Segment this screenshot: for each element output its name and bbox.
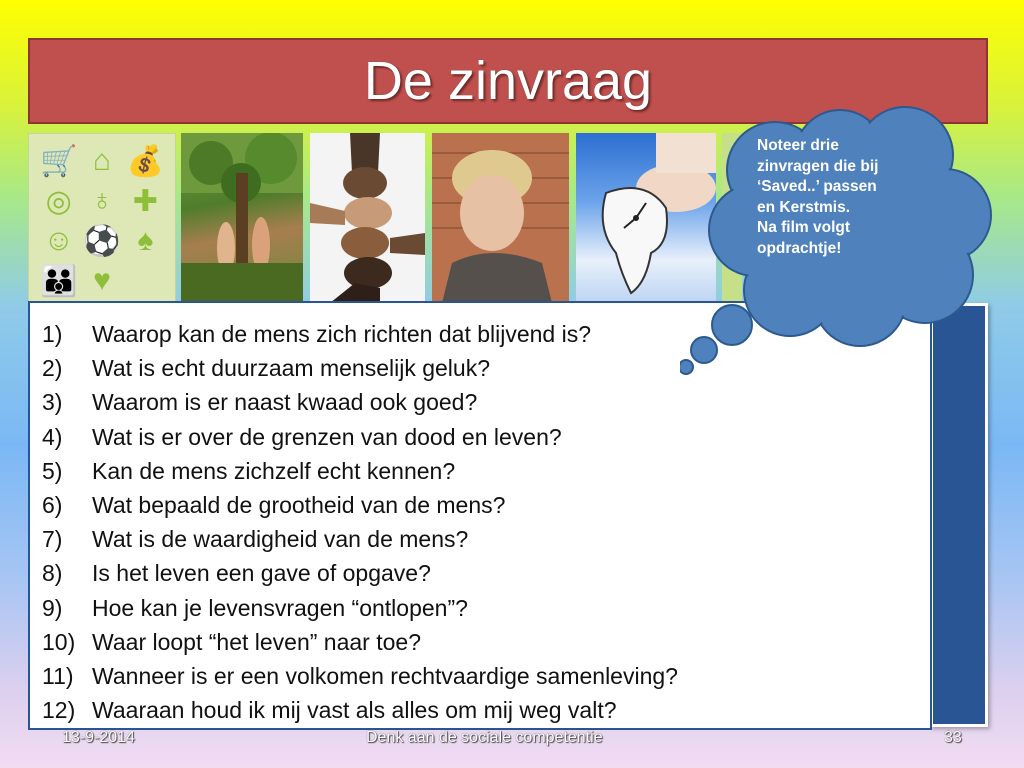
house-icon: ⌂ [92, 144, 112, 177]
question-item [42, 385, 918, 419]
question-item [42, 625, 918, 659]
cloud-note-line: en Kerstmis. [757, 198, 851, 216]
question-number: 12) [42, 697, 76, 724]
slide-title: De zinvraag [363, 51, 653, 111]
slide-number: 33 [944, 729, 962, 746]
question-number: 1) [42, 321, 63, 347]
thought-bubble-large [712, 305, 752, 345]
footer-title: Denk aan de sociale competentie [366, 729, 603, 746]
question-item [42, 591, 918, 625]
question-item [42, 522, 918, 556]
cloud-note-text [757, 136, 932, 259]
money-bag-icon: 💰 [126, 144, 164, 178]
question-number: 9) [42, 594, 63, 621]
cloud-note-line: opdrachtje! [757, 239, 842, 257]
heart-icon: ♥ [93, 264, 111, 297]
family-icon: 👪 [39, 264, 78, 298]
question-number: 3) [42, 389, 63, 416]
question-text: Waaraan houd ik mij vast als alles om mij weg valt? [92, 697, 617, 724]
question-number: 10) [42, 628, 76, 655]
question-text: Waar loopt “het leven” naar toe? [92, 628, 421, 655]
question-number: 2) [42, 355, 63, 382]
shopping-cart-icon: 🛒 [39, 144, 78, 178]
first-aid-kit-icon: ✚ [132, 184, 158, 218]
cloud-note-line: Na film volgt [757, 219, 851, 236]
question-item [42, 693, 918, 727]
thought-bubble-medium [691, 337, 717, 363]
question-text: Wat is er over de grenzen van dood en leven? [92, 423, 562, 450]
question-item [42, 454, 918, 488]
question-item [42, 659, 918, 693]
question-text: Wanneer is er een volkomen rechtvaardige samenleving? [92, 663, 678, 690]
question-item [42, 420, 918, 454]
football-icon: ⚽ [83, 224, 121, 258]
question-text: Wat is de waardigheid van de mens? [92, 526, 469, 553]
sad-boy-image [432, 133, 569, 303]
question-text: Is het leven een gave of opgave? [92, 560, 431, 587]
playing-cards-icon: ♠ [137, 224, 154, 257]
question-item [42, 556, 918, 590]
cloud-note-line: ‘Saved..’ passen [757, 178, 877, 195]
question-text: Hoe kan je levensvragen “ontlopen”? [92, 594, 468, 621]
question-text: Waarom is er naast kwaad ook goed? [92, 389, 478, 416]
cloud-note-line: Noteer drie [757, 137, 839, 154]
question-number: 11) [42, 663, 74, 690]
question-text: Waarop kan de mens zich richten dat blijvend is? [92, 321, 592, 347]
question-text: Wat is echt duurzaam menselijk geluk? [92, 355, 490, 382]
icons-grid [37, 142, 167, 298]
stethoscope-icon: ♁ [90, 184, 114, 217]
smileys-icon: ☺ [43, 224, 74, 257]
lifebuoy-icon: ◎ [45, 184, 72, 218]
question-text: Wat bepaald de grootheid van de mens? [92, 492, 506, 519]
thought-bubble-small [680, 360, 693, 374]
question-number: 6) [42, 492, 63, 519]
footer-date: 13-9-2014 [62, 729, 135, 746]
question-number: 5) [42, 457, 63, 484]
question-item [42, 488, 918, 522]
question-number: 4) [42, 423, 63, 450]
question-number: 7) [42, 526, 63, 553]
joined-fists-image [310, 133, 425, 303]
question-text: Kan de mens zichzelf echt kennen? [92, 457, 456, 484]
icons-collage-image [28, 133, 176, 303]
adam-and-eve-painting-image [181, 133, 303, 303]
question-number: 8) [42, 560, 63, 587]
cloud-note-line: zinvragen die bij [757, 157, 879, 175]
